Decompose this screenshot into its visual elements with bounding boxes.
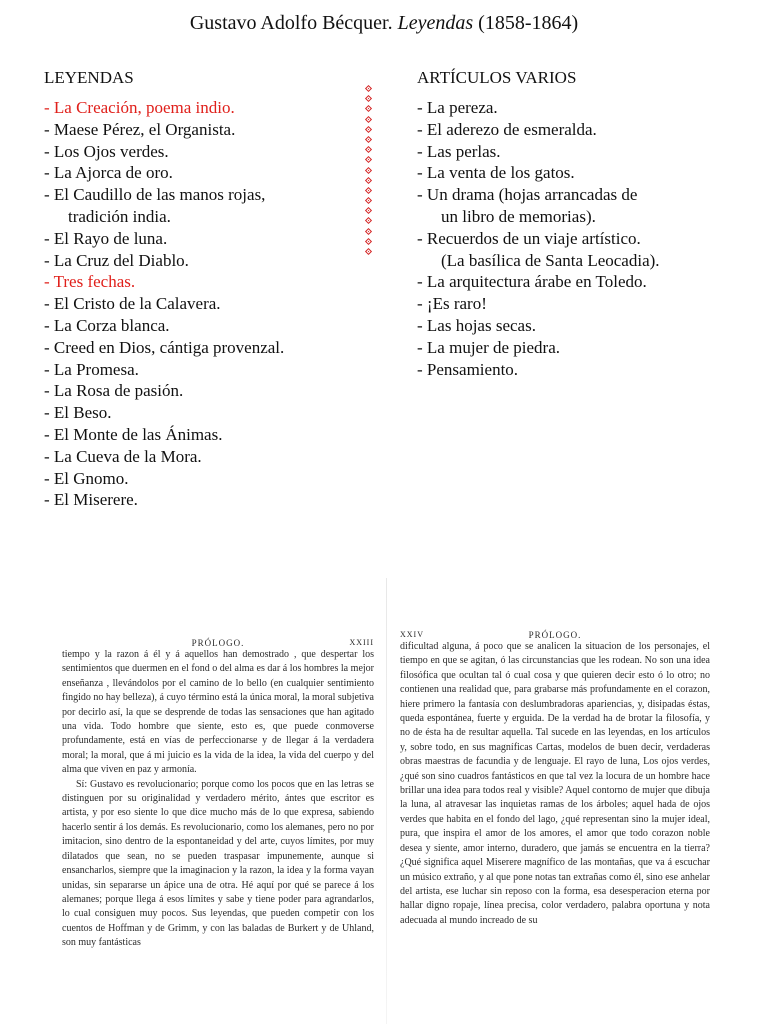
leyenda-item xyxy=(44,119,364,141)
articulo-item xyxy=(417,141,757,163)
running-head xyxy=(62,620,374,648)
leyenda-item-title: - La Cruz del Diablo. xyxy=(44,250,189,270)
leyenda-item-title: - La Ajorca de oro. xyxy=(44,163,173,183)
articulo-item xyxy=(417,337,757,359)
leyendas-column xyxy=(44,67,364,511)
page-number: XXIII xyxy=(349,638,374,647)
diamond-ornament-icon xyxy=(364,136,371,143)
articulo-item-title: - Pensamiento. xyxy=(417,359,519,379)
leyenda-item-title: - La Promesa. xyxy=(44,359,139,379)
leyenda-item xyxy=(44,162,364,184)
leyenda-item-title: - Creed en Dios, cántiga provenzal. xyxy=(44,337,285,357)
articulos-column xyxy=(417,67,757,380)
scanned-page-left xyxy=(62,620,374,951)
leyenda-item-title: - El Gnomo. xyxy=(44,468,129,488)
leyenda-item xyxy=(44,315,364,337)
leyenda-item xyxy=(44,184,364,228)
leyenda-item-title: - El Miserere. xyxy=(44,490,138,510)
diamond-ornament-icon xyxy=(364,207,371,214)
leyenda-item xyxy=(44,97,364,119)
articulo-item-continuation: un libro de memorias). xyxy=(441,206,596,226)
leyenda-item xyxy=(44,293,364,315)
articulo-item-title: - La pereza. xyxy=(417,98,498,117)
articulo-item-title: - Las perlas. xyxy=(417,141,501,161)
articulo-item xyxy=(417,228,757,272)
leyenda-item xyxy=(44,380,364,402)
scan-paragraph: tiempo y la razon á él y á aquellos han demostrado , que despertar los sentimientos que duermen en el fond o del alma es dar á los hombres la mejor enseñanza , llevándolos por el camino de lo bello (en cualquier sentimiento fingido no hay belleza), á cuyo término está la única moral, la moral subjetiva por decirlo así, la que se desprende de todas las sensaciones que han agitado una vida. Todo hombre que siente, esto es, que puede conmoverse profundamente, está en vías de perfeccionarse y de llegar á la verdadera moral; la moral, que á mi juicio es la vida de la idea, la vida del cuerpo y del alma que viven en paz y armonía. xyxy=(62,649,374,776)
leyenda-item-title: - La Rosa de pasión. xyxy=(44,381,184,401)
diamond-ornament-icon xyxy=(364,197,371,204)
diamond-ornament-icon xyxy=(364,166,371,173)
diamond-ornament-icon xyxy=(364,248,371,255)
diamond-ornament-icon xyxy=(364,217,371,224)
ornament-divider xyxy=(362,86,374,259)
diamond-ornament-icon xyxy=(364,156,371,163)
diamond-ornament-icon xyxy=(364,238,371,245)
articulo-item-title: - ¡Es raro! xyxy=(417,294,487,314)
articulo-item xyxy=(417,271,757,293)
articulo-item xyxy=(417,162,757,184)
running-head xyxy=(400,612,710,640)
leyenda-item-title: - La Creación, poema indio. xyxy=(44,98,235,117)
leyenda-item-title: - Maese Pérez, el Organista. xyxy=(44,119,236,139)
leyenda-item xyxy=(44,402,364,424)
articulo-item xyxy=(417,293,757,315)
leyenda-item xyxy=(44,468,364,490)
diamond-ornament-icon xyxy=(364,228,371,235)
diamond-ornament-icon xyxy=(364,146,371,153)
leyendas-heading: LEYENDAS xyxy=(44,68,134,87)
diamond-ornament-icon xyxy=(364,95,371,102)
title-work: Leyendas xyxy=(397,12,474,34)
articulo-item xyxy=(417,184,757,228)
leyenda-item xyxy=(44,250,364,272)
leyenda-item-title: - El Beso. xyxy=(44,403,112,423)
page-number: XXIV xyxy=(400,630,424,639)
leyenda-item xyxy=(44,424,364,446)
leyenda-item-title: - Tres fechas. xyxy=(44,272,136,292)
diamond-ornament-icon xyxy=(364,126,371,133)
title-author: Gustavo Adolfo Bécquer. xyxy=(189,12,393,34)
diamond-ornament-icon xyxy=(364,116,371,123)
leyenda-item-continuation: tradición india. xyxy=(68,206,171,226)
leyenda-item xyxy=(44,228,364,250)
articulo-item xyxy=(417,119,757,141)
title-years: (1858-1864) xyxy=(478,12,579,34)
leyenda-item xyxy=(44,141,364,163)
leyenda-item-title: - El Rayo de luna. xyxy=(44,228,168,248)
articulo-item-title: - La venta de los gatos. xyxy=(417,163,575,183)
scan-page-gutter xyxy=(386,578,387,1024)
leyenda-item-title: - Los Ojos verdes. xyxy=(44,141,169,161)
diamond-ornament-icon xyxy=(364,187,371,194)
articulo-item xyxy=(417,315,757,337)
articulo-item-title: - Un drama (hojas arrancadas de xyxy=(417,185,638,205)
articulo-item-title: - Recuerdos de un viaje artístico. xyxy=(417,228,641,248)
leyendas-list xyxy=(44,97,364,511)
diamond-ornament-icon xyxy=(364,177,371,184)
articulo-item-title: - Las hojas secas. xyxy=(417,315,536,335)
leyenda-item xyxy=(44,271,364,293)
diamond-ornament-icon xyxy=(364,105,371,112)
leyenda-item-title: - La Cueva de la Mora. xyxy=(44,446,202,466)
scan-paragraph: dificultad alguna, á poco que se analicen la situacion de los personajes, el tiempo en que se agitan, ó las circunstancias que les rodean. No son una idea filosófica que ocultan tal ó cual cosa y que quieren decir esto ó lo otro; no contienen una realidad que, para grabarse más profundamente en el corazon, hiere primero la fantasía con deslumbradoras apariencias, y, disipadas éstas, queda espontánea, fuerte y erguida. De la verdad ha de brotar la filosofía, y no de ésta ha de resultar aquella. Tal sucede en las leyendas, en los artículos y, sobre todo, en sus magníficas Cartas, modelos de buen decir, verdaderas obras maestras de facundia y de lenguaje. El rayo de luna, Los ojos verdes, ¿qué son sino cuadros fantásticos en que tal vez la locura de un hombre hace brillar una idea para todos real y visible? Aquel contorno de mujer que dibuja la luna, al atravesar las inquietas ramas de los árboles; aquel hada de ojos verdes que habita en el fondo del lago, ¿qué representan sino la mujer ideal, pura, que inspira el amor de los amores, el amor que todo corazon noble desea y siente, amor interno, duradero, que jamás se encuentra en la tierra? ¿Qué significa aquel Miserere magnífico de las montañas, que va á escuchar un músico extraño, y al que pone notas tan extrañas como él, sino ese anhelar del artista, ese luchar sin reposo con la forma, esa desesperacion eterna por hallar digno ropaje, línea precisa, color verdadero, palabra oportuna y nota adecuada al mundo increado de su xyxy=(400,641,710,926)
articulo-item-continuation: (La basílica de Santa Leocadia). xyxy=(441,250,660,270)
leyenda-item xyxy=(44,359,364,381)
leyenda-item-title: - La Corza blanca. xyxy=(44,315,170,335)
scanned-page-right xyxy=(400,612,710,928)
leyenda-item-title: - El Cristo de la Calavera. xyxy=(44,294,221,314)
articulos-list xyxy=(417,97,757,380)
articulo-item xyxy=(417,97,757,119)
diamond-ornament-icon xyxy=(364,85,371,92)
leyenda-item xyxy=(44,489,364,511)
articulo-item-title: - La arquitectura árabe en Toledo. xyxy=(417,272,647,292)
articulo-item-title: - El aderezo de esmeralda. xyxy=(417,119,597,139)
articulo-item xyxy=(417,359,757,381)
scan-paragraph: Sí: Gustavo es revolucionario; porque como los pocos que en las letras se distinguen por su originalidad y verdadero mérito, ántes que escritor es artista, y por eso siente lo que dice mucho más de lo que expresa, sabiendo hacerlo sentir á los demás. Es revolucionario, como los alemanes, pero no por imitacion, sino dentro de la espontaneidad y del arte, cuyos límites, por muy dilatados que sean, no se pueden traspasar impunemente, aunque si ensancharlos, siempre que la imaginacion y la razon, la idea y la forma vayan unidas, sin separarse un ápice una de otra. Hé aquí por qué se parece á los alemanes; porque llega á esos límites y sabe y tiene poder para agrandarlos, lo cual consiguen muy pocos. Sus leyendas, que pueden competir con los cuentos de Hoffman y de Grimm, y con las baladas de Burkert y de Uhland, son muy fantásticas xyxy=(62,778,374,949)
leyenda-item-title: - El Caudillo de las manos rojas, xyxy=(44,185,266,205)
leyenda-item xyxy=(44,337,364,359)
articulos-heading: ARTÍCULOS VARIOS xyxy=(417,68,577,87)
leyenda-item xyxy=(44,446,364,468)
running-title: PRÓLOGO. xyxy=(528,630,582,640)
articulo-item-title: - La mujer de piedra. xyxy=(417,337,561,357)
running-title: PRÓLOGO. xyxy=(191,638,245,648)
page-title xyxy=(0,10,768,36)
leyenda-item-title: - El Monte de las Ánimas. xyxy=(44,424,223,444)
